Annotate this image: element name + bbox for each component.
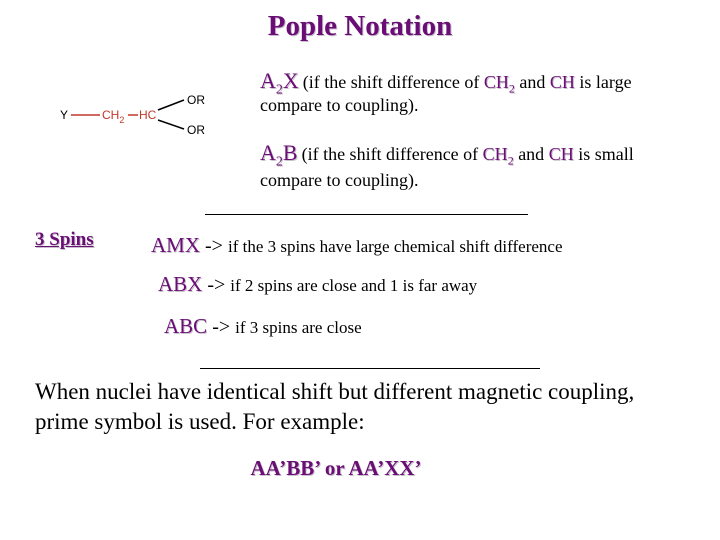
spins-label: 3 Spins (35, 229, 94, 250)
spin-arrow: -> (202, 274, 231, 296)
spin-arrow: -> (207, 316, 236, 338)
spin-row-abx (158, 272, 477, 297)
a2x-line (260, 68, 632, 98)
spin-arrow: -> (200, 235, 228, 257)
bond-hc-or-bottom (158, 120, 184, 129)
molecule-or-top: OR (187, 93, 205, 107)
molecule-ch2: $CH_2$ (102, 108, 125, 125)
a2x-description-line2: compare to coupling). (260, 95, 419, 115)
a2b-line (260, 140, 634, 170)
molecule-y: Y (60, 108, 69, 122)
a2x-code: $A_2X$ (260, 68, 299, 98)
molecule-structure (60, 88, 230, 138)
divider-bottom (200, 368, 540, 369)
explanation-paragraph (35, 377, 634, 437)
page-title: Pople Notation (267, 10, 453, 42)
spin-text: if 2 spins are close and 1 is far away (230, 276, 478, 295)
spin-text: if 3 spins are close (235, 318, 362, 337)
molecule-hc: HC (139, 108, 157, 122)
a2x-description: (if the shift difference of $CH_2$ and CH is large (302, 72, 632, 96)
paragraph-line-1: When nuclei have identical shift but different magnetic coupling, (35, 379, 635, 404)
spin-row-amx (151, 233, 563, 258)
divider-top (205, 214, 528, 215)
a2b-description: (if the shift difference of $CH_2$ and CH is small (301, 144, 634, 168)
a2b-description-line2: compare to coupling). (260, 170, 419, 190)
spin-code: ABC (164, 314, 208, 338)
spin-code: ABX (158, 272, 203, 296)
molecule-or-bottom: OR (187, 123, 205, 137)
spin-code: AMX (151, 233, 201, 257)
spin-row-abc (164, 314, 362, 339)
example-notation: AA’BB’ or AA’XX’ (250, 456, 422, 480)
spin-text: if the 3 spins have large chemical shift difference (227, 237, 563, 256)
bond-hc-or-top (158, 100, 184, 110)
a2b-code: $A_2B$ (260, 140, 298, 170)
paragraph-line-2: prime symbol is used. For example: (35, 409, 365, 434)
